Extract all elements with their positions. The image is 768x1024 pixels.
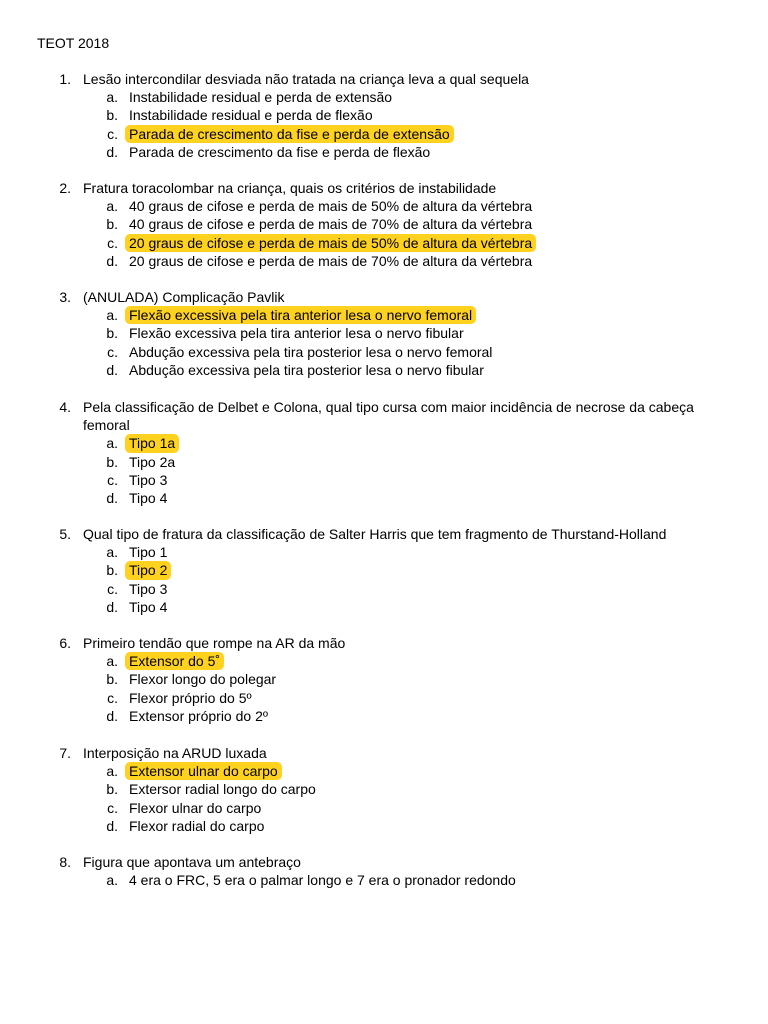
question-number: 5. bbox=[59, 526, 71, 542]
option-c bbox=[0, 689, 768, 707]
option-text: Tipo 2a bbox=[129, 453, 176, 470]
option-list bbox=[0, 197, 768, 270]
option-text: Tipo 3 bbox=[129, 580, 168, 597]
option-list bbox=[0, 88, 768, 161]
option-a bbox=[0, 543, 768, 561]
highlighted-answer: Tipo 1a bbox=[125, 434, 179, 452]
highlighted-answer: Extensor ulnar do carpo bbox=[125, 762, 282, 780]
option-d bbox=[0, 361, 768, 379]
option-letter: a. bbox=[106, 307, 118, 324]
option-b bbox=[0, 670, 768, 688]
option-c bbox=[0, 125, 768, 143]
question-text: Interposição na ARUD luxada bbox=[83, 745, 267, 761]
option-letter: b. bbox=[106, 107, 118, 124]
option-text: Flexor longo do polegar bbox=[129, 671, 277, 688]
option-letter: a. bbox=[106, 89, 118, 106]
question-text: Lesão intercondilar desviada não tratada na criança leva a qual sequela bbox=[83, 71, 529, 87]
option-letter: a. bbox=[106, 653, 118, 670]
option-text: Tipo 4 bbox=[129, 489, 168, 506]
option-letter: b. bbox=[106, 562, 118, 579]
option-letter: c. bbox=[107, 343, 118, 360]
option-b bbox=[0, 453, 768, 471]
option-a bbox=[0, 652, 768, 670]
option-letter: a. bbox=[106, 872, 118, 889]
highlighted-answer: Extensor do 5˚ bbox=[125, 652, 224, 670]
option-b bbox=[0, 780, 768, 798]
question-text: Qual tipo de fratura da classificação de Salter Harris que tem fragmento de Thurstand-Holland bbox=[83, 526, 667, 542]
option-text: Abdução excessiva pela tira posterior lesa o nervo femoral bbox=[129, 343, 493, 360]
option-c bbox=[0, 580, 768, 598]
option-letter: c. bbox=[107, 799, 118, 816]
question-number: 2. bbox=[59, 180, 71, 196]
option-letter: b. bbox=[106, 453, 118, 470]
question-number: 1. bbox=[59, 71, 71, 87]
option-a bbox=[0, 762, 768, 780]
option-list bbox=[0, 652, 768, 725]
option-d bbox=[0, 252, 768, 270]
option-letter: b. bbox=[106, 216, 118, 233]
option-letter: c. bbox=[107, 471, 118, 488]
option-text: 40 graus de cifose e perda de mais de 50% de altura da vértebra bbox=[129, 198, 533, 215]
option-text: Flexor radial do carpo bbox=[129, 817, 265, 834]
question-number: 4. bbox=[59, 399, 71, 415]
option-d bbox=[0, 143, 768, 161]
option-text: 40 graus de cifose e perda de mais de 70% de altura da vértebra bbox=[129, 216, 533, 233]
option-letter: d. bbox=[106, 817, 118, 834]
option-list bbox=[0, 434, 768, 507]
question-number: 6. bbox=[59, 635, 71, 651]
option-letter: d. bbox=[106, 143, 118, 160]
document-title: TEOT 2018 bbox=[37, 35, 110, 51]
option-text: Tipo 1 bbox=[129, 544, 168, 561]
question-6 bbox=[0, 634, 768, 725]
option-list bbox=[0, 762, 768, 835]
question-number: 3. bbox=[59, 289, 71, 305]
question-text: Fratura toracolombar na criança, quais os critérios de instabilidade bbox=[83, 180, 497, 196]
option-letter: d. bbox=[106, 489, 118, 506]
option-text: Tipo 3 bbox=[129, 471, 168, 488]
question-number: 8. bbox=[59, 854, 71, 870]
question-8 bbox=[0, 853, 768, 889]
option-a bbox=[0, 434, 768, 452]
option-a bbox=[0, 88, 768, 106]
option-text: Tipo 4 bbox=[129, 598, 168, 615]
question-number: 7. bbox=[59, 745, 71, 761]
highlighted-answer: 20 graus de cifose e perda de mais de 50% de altura da vértebra bbox=[125, 234, 536, 252]
option-text: Abdução excessiva pela tira posterior lesa o nervo fibular bbox=[129, 361, 484, 378]
option-letter: d. bbox=[106, 252, 118, 269]
option-c bbox=[0, 343, 768, 361]
option-letter: d. bbox=[106, 361, 118, 378]
option-text: Flexor próprio do 5º bbox=[129, 689, 252, 706]
question-7 bbox=[0, 744, 768, 835]
option-text: Instabilidade residual e perda de flexão bbox=[129, 107, 373, 124]
option-letter: b. bbox=[106, 325, 118, 342]
option-text: Extensor próprio do 2º bbox=[129, 707, 268, 724]
option-d bbox=[0, 707, 768, 725]
option-letter: c. bbox=[107, 689, 118, 706]
option-b bbox=[0, 324, 768, 342]
question-4 bbox=[0, 398, 768, 507]
option-text: Flexor ulnar do carpo bbox=[129, 799, 262, 816]
option-c bbox=[0, 471, 768, 489]
question-text: (ANULADA) Complicação Pavlik bbox=[83, 289, 285, 305]
highlighted-answer: Flexão excessiva pela tira anterior lesa o nervo femoral bbox=[125, 306, 476, 324]
option-text: Extersor radial longo do carpo bbox=[129, 781, 316, 798]
option-d bbox=[0, 598, 768, 616]
option-letter: c. bbox=[107, 580, 118, 597]
question-text: Figura que apontava um antebraço bbox=[83, 854, 301, 870]
question-text: Primeiro tendão que rompe na AR da mão bbox=[83, 635, 346, 651]
option-text: 4 era o FRC, 5 era o palmar longo e 7 era o pronador redondo bbox=[129, 872, 516, 889]
option-letter: b. bbox=[106, 671, 118, 688]
option-letter: a. bbox=[106, 198, 118, 215]
option-list bbox=[0, 543, 768, 616]
option-letter: a. bbox=[106, 544, 118, 561]
option-text: Flexão excessiva pela tira anterior lesa o nervo fibular bbox=[129, 325, 464, 342]
option-letter: a. bbox=[106, 763, 118, 780]
option-list bbox=[0, 306, 768, 379]
option-letter: a. bbox=[106, 435, 118, 452]
question-1 bbox=[0, 70, 768, 161]
option-a bbox=[0, 306, 768, 324]
option-d bbox=[0, 817, 768, 835]
option-b bbox=[0, 215, 768, 233]
question-3 bbox=[0, 288, 768, 379]
option-letter: b. bbox=[106, 781, 118, 798]
option-letter: d. bbox=[106, 598, 118, 615]
option-b bbox=[0, 561, 768, 579]
question-2 bbox=[0, 179, 768, 270]
highlighted-answer: Tipo 2 bbox=[125, 561, 171, 579]
option-a bbox=[0, 197, 768, 215]
highlighted-answer: Parada de crescimento da fise e perda de extensão bbox=[125, 125, 454, 143]
option-a bbox=[0, 871, 768, 889]
option-letter: c. bbox=[107, 125, 118, 142]
option-c bbox=[0, 799, 768, 817]
option-letter: d. bbox=[106, 707, 118, 724]
question-text: Pela classificação de Delbet e Colona, qual tipo cursa com maior incidência de necrose da cabeça femoral bbox=[83, 399, 694, 434]
option-b bbox=[0, 106, 768, 124]
option-text: Instabilidade residual e perda de extensão bbox=[129, 89, 393, 106]
option-text: 20 graus de cifose e perda de mais de 70% de altura da vértebra bbox=[129, 252, 533, 269]
option-text: Parada de crescimento da fise e perda de flexão bbox=[129, 143, 431, 160]
option-list bbox=[0, 871, 768, 889]
option-letter: c. bbox=[107, 234, 118, 251]
option-d bbox=[0, 489, 768, 507]
option-c bbox=[0, 234, 768, 252]
question-5 bbox=[0, 525, 768, 616]
